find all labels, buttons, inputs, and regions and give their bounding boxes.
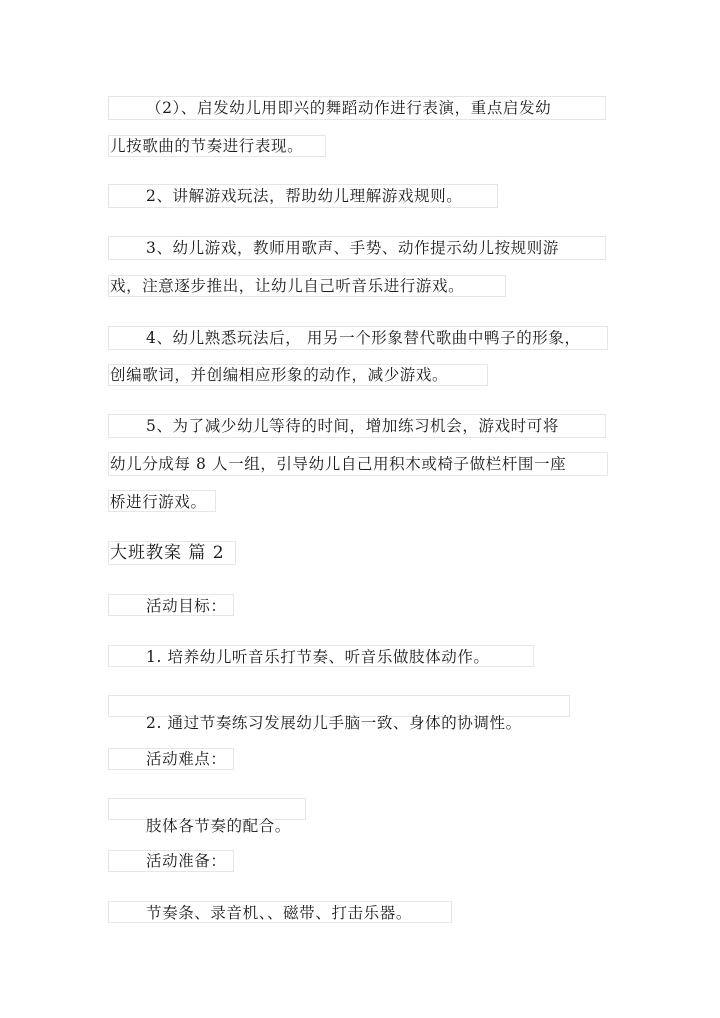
goal-item-1: 1. 培养幼儿听音乐打节奏、听音乐做肢体动作。 [146,648,490,666]
paragraph-line-6: 4、幼儿熟悉玩法后， 用另一个形象替代歌曲中鸭子的形象， [146,329,581,347]
paragraph-line-2: 儿按歌曲的节奏进行表现。 [110,137,304,155]
subheading-difficulty: 活动难点： [146,750,227,768]
difficulty-text: 肢体各节奏的配合。 [146,817,291,835]
paragraph-line-7: 创编歌词，并创编相应形象的动作，减少游戏。 [110,366,449,384]
paragraph-line-8: 5、为了减少幼儿等待的时间，增加练习机会，游戏时可将 [146,417,559,435]
paragraph-line-10: 桥进行游戏。 [110,493,207,511]
paragraph-line-5: 戏，注意逐步推出，让幼儿自己听音乐进行游戏。 [110,277,465,295]
section-heading: 大班教案 篇 2 [110,543,225,563]
subheading-preparation: 活动准备： [146,852,227,870]
paragraph-line-9: 幼儿分成每 8 人一组，引导幼儿自己用积木或椅子做栏杆围一座 [110,455,567,473]
paragraph-line-1: （2）、启发幼儿用即兴的舞蹈动作进行表演，重点启发幼 [146,99,552,117]
subheading-goals: 活动目标： [146,597,227,615]
paragraph-line-3: 2、讲解游戏玩法，帮助幼儿理解游戏规则。 [146,187,463,205]
goal-item-2: 2. 通过节奏练习发展幼儿手脑一致、身体的协调性。 [146,714,522,732]
preparation-text: 节奏条、录音机、、磁带、打击乐器。 [146,904,412,922]
paragraph-line-4: 3、幼儿游戏，教师用歌声、手势、动作提示幼儿按规则游 [146,239,559,257]
